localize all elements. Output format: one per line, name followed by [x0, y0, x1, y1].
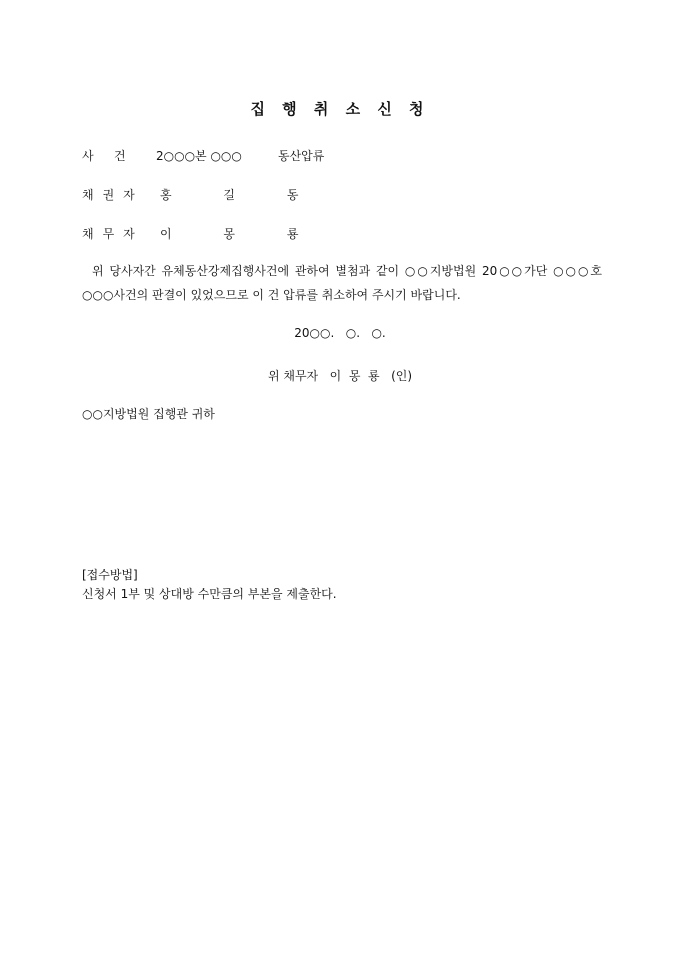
creditor-label: 채권자: [82, 188, 144, 202]
application-date: 20○○. ○. ○.: [294, 326, 386, 340]
debtor-name: 이 몽 룡: [160, 227, 323, 241]
case-type: 동산압류: [278, 149, 325, 163]
addressee: ○○지방법원 집행관 귀하: [82, 407, 215, 421]
debtor-signature: 위 채무자 이 몽 룡 (인): [267, 369, 413, 383]
case-number: 2○○○본 ○○○: [156, 149, 242, 163]
body-paragraph: 위 당사자간 유체동산강제집행사건에 관하여 별첨과 같이 ○○지방법원 20○○가단 ○○○호 ○○○사건의 판결이 있었으므로 이 건 압류를 취소하여 주시기 바랍니다.: [82, 264, 602, 302]
document-title: 집 행 취 소 신 청: [250, 100, 430, 118]
case-label: 사 건: [82, 149, 126, 163]
submission-heading: [접수방법]: [82, 568, 138, 582]
submission-text: 신청서 1부 및 상대방 수만큼의 부본을 제출한다.: [82, 587, 337, 601]
debtor-label: 채무자: [82, 227, 144, 241]
creditor-name: 홍 길 동: [160, 188, 323, 202]
